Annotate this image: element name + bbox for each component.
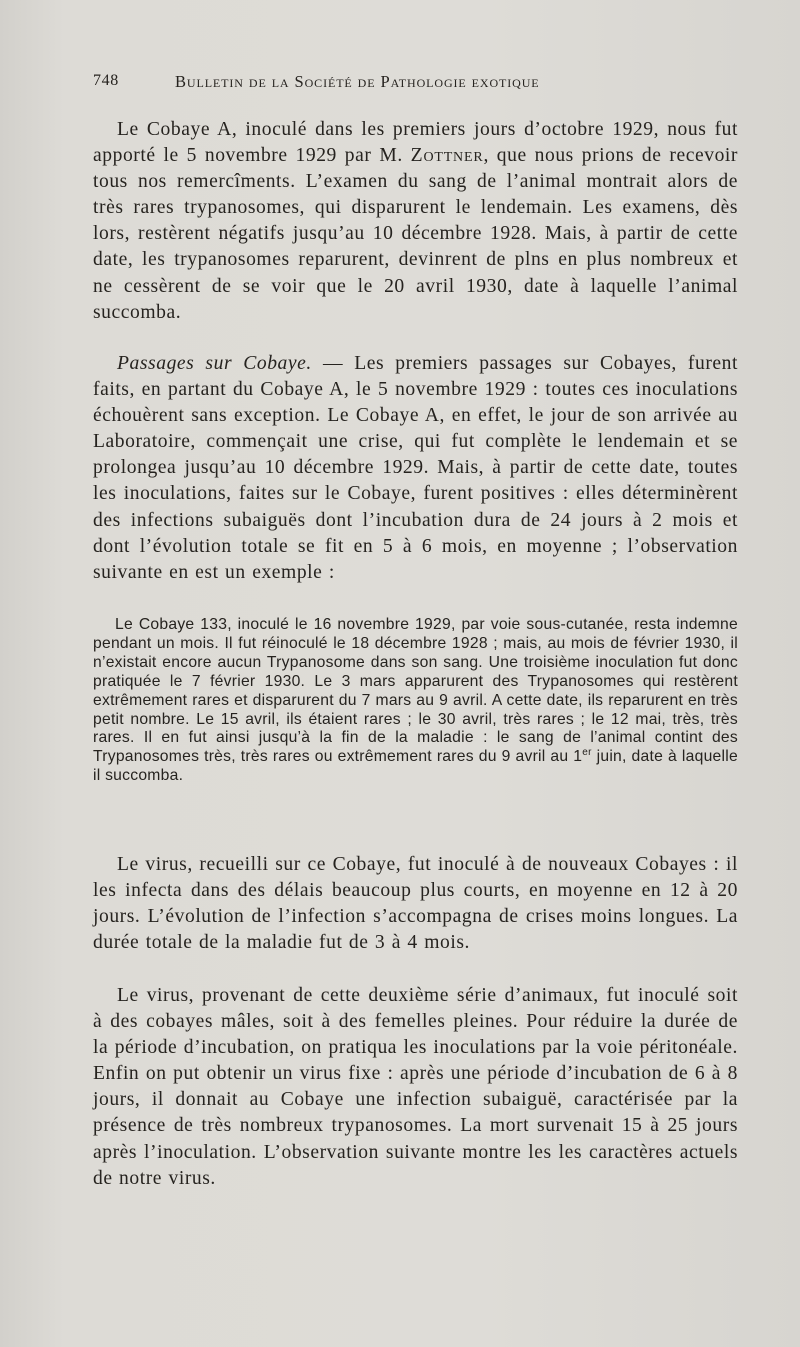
paragraph-text <box>93 117 738 326</box>
paragraph-text-after: , que nous prions de recevoir tous nos remercîments. L’examen du sang de l’animal montrait alors de très rares trypanosomes, qui disparurent le lendemain. Les examens, dès lors, restèrent négatifs jusqu’au 10 décembre 1928. Mais, à partir de cette date, les trypanosomes reparurent, devinrent de plns en plus nombreux et ne cessèrent de se voir que le 20 avril 1930, date à laquelle l’animal succomba. <box>93 145 738 323</box>
paragraph-virus-fixe <box>93 983 738 1192</box>
paragraph-cobaye-a <box>93 117 738 326</box>
paragraph-new-cobayes <box>93 852 738 956</box>
paragraph-text-before: Le Cobaye A, inoculé dans les premiers jours d’octobre 1929, nous fut apporté le 5 novembre 1929 par M. <box>93 119 738 167</box>
note-text <box>93 616 738 786</box>
page-number: 748 <box>93 72 119 89</box>
note-text-after: juin, date à laquelle il succomba. <box>93 748 738 785</box>
ordinal-superscript: er <box>582 747 592 759</box>
paragraph-passages <box>93 351 738 586</box>
running-title: Bulletin de la Société de Pathologie exotique <box>175 72 540 91</box>
paragraph-text: Le virus, recueilli sur ce Cobaye, fut inoculé à de nouveaux Cobayes : il les infecta dans des délais beaucoup plus courts, en moyenne en 12 à 20 jours. L’évolution de l’infection s’accompagna de crises moins longues. La durée totale de la maladie fut de 3 à 4 mois. <box>93 854 738 954</box>
author-name: Zottner <box>410 145 484 167</box>
section-heading: Passages sur Cobaye. <box>117 353 312 374</box>
note-text-before: Le Cobaye 133, inoculé le 16 novembre 1929, par voie sous-cutanée, resta indemne pendant un mois. Il fut réinoculé le 18 décembre 1928 ; mais, au mois de février 1930, il n’existait encore aucun Trypanosome dans son sang. Une troisième inoculation fut donc pratiquée le 7 février 1930. Le 3 mars apparurent des Trypanosomes qui restèrent extrêmement rares et disparurent du 7 mars au 9 avril. A cette date, ils reparurent en très petit nombre. Le 15 avril, ils étaient rares ; le 30 avril, très rares ; le 12 mai, très, très rares. Il en fut ainsi jusqu’à la fin de la maladie : le sang de l’animal contint des Trypanosomes très, très rares ou extrêmement rares du 9 avril au 1 <box>93 616 738 766</box>
page-header <box>93 72 713 96</box>
paragraph-text <box>93 351 738 586</box>
paragraph-text: Le virus, provenant de cette deuxième série d’animaux, fut inoculé soit à des cobayes mâles, soit à des femelles pleines. Pour réduire la durée de la période d’incubation, on pratiqua les inoculations par la voie péritonéale. Enfin on put obtenir un virus fixe : après une période d’incubation de 6 à 8 jours, il donnait au Cobaye une infection subaiguë, caractérisée par la présence de très nombreux trypanosomes. La mort survenait 15 à 25 jours après l’inoculation. L’observation suivante montre les les caractères actuels de notre virus. <box>93 985 738 1189</box>
observation-note <box>93 616 738 786</box>
paragraph-body: — Les premiers passages sur Cobayes, furent faits, en partant du Cobaye A, le 5 novembre 1929 : toutes ces inoculations échouèrent sans exception. Le Cobaye A, en effet, le jour de son arrivée au Laboratoire, commençait une crise, qui fut complète le lendemain et se prolongea jusqu’au 10 décembre 1929. Mais, à partir de cette date, toutes les inoculations, faites sur le Cobaye, furent positives : elles déterminèrent des infections subaiguës dont l’incubation dura de 24 jours à 2 mois et dont l’évolution totale se fit en 5 à 6 mois, en moyenne ; l’observation suivante en est un exemple : <box>93 353 739 583</box>
